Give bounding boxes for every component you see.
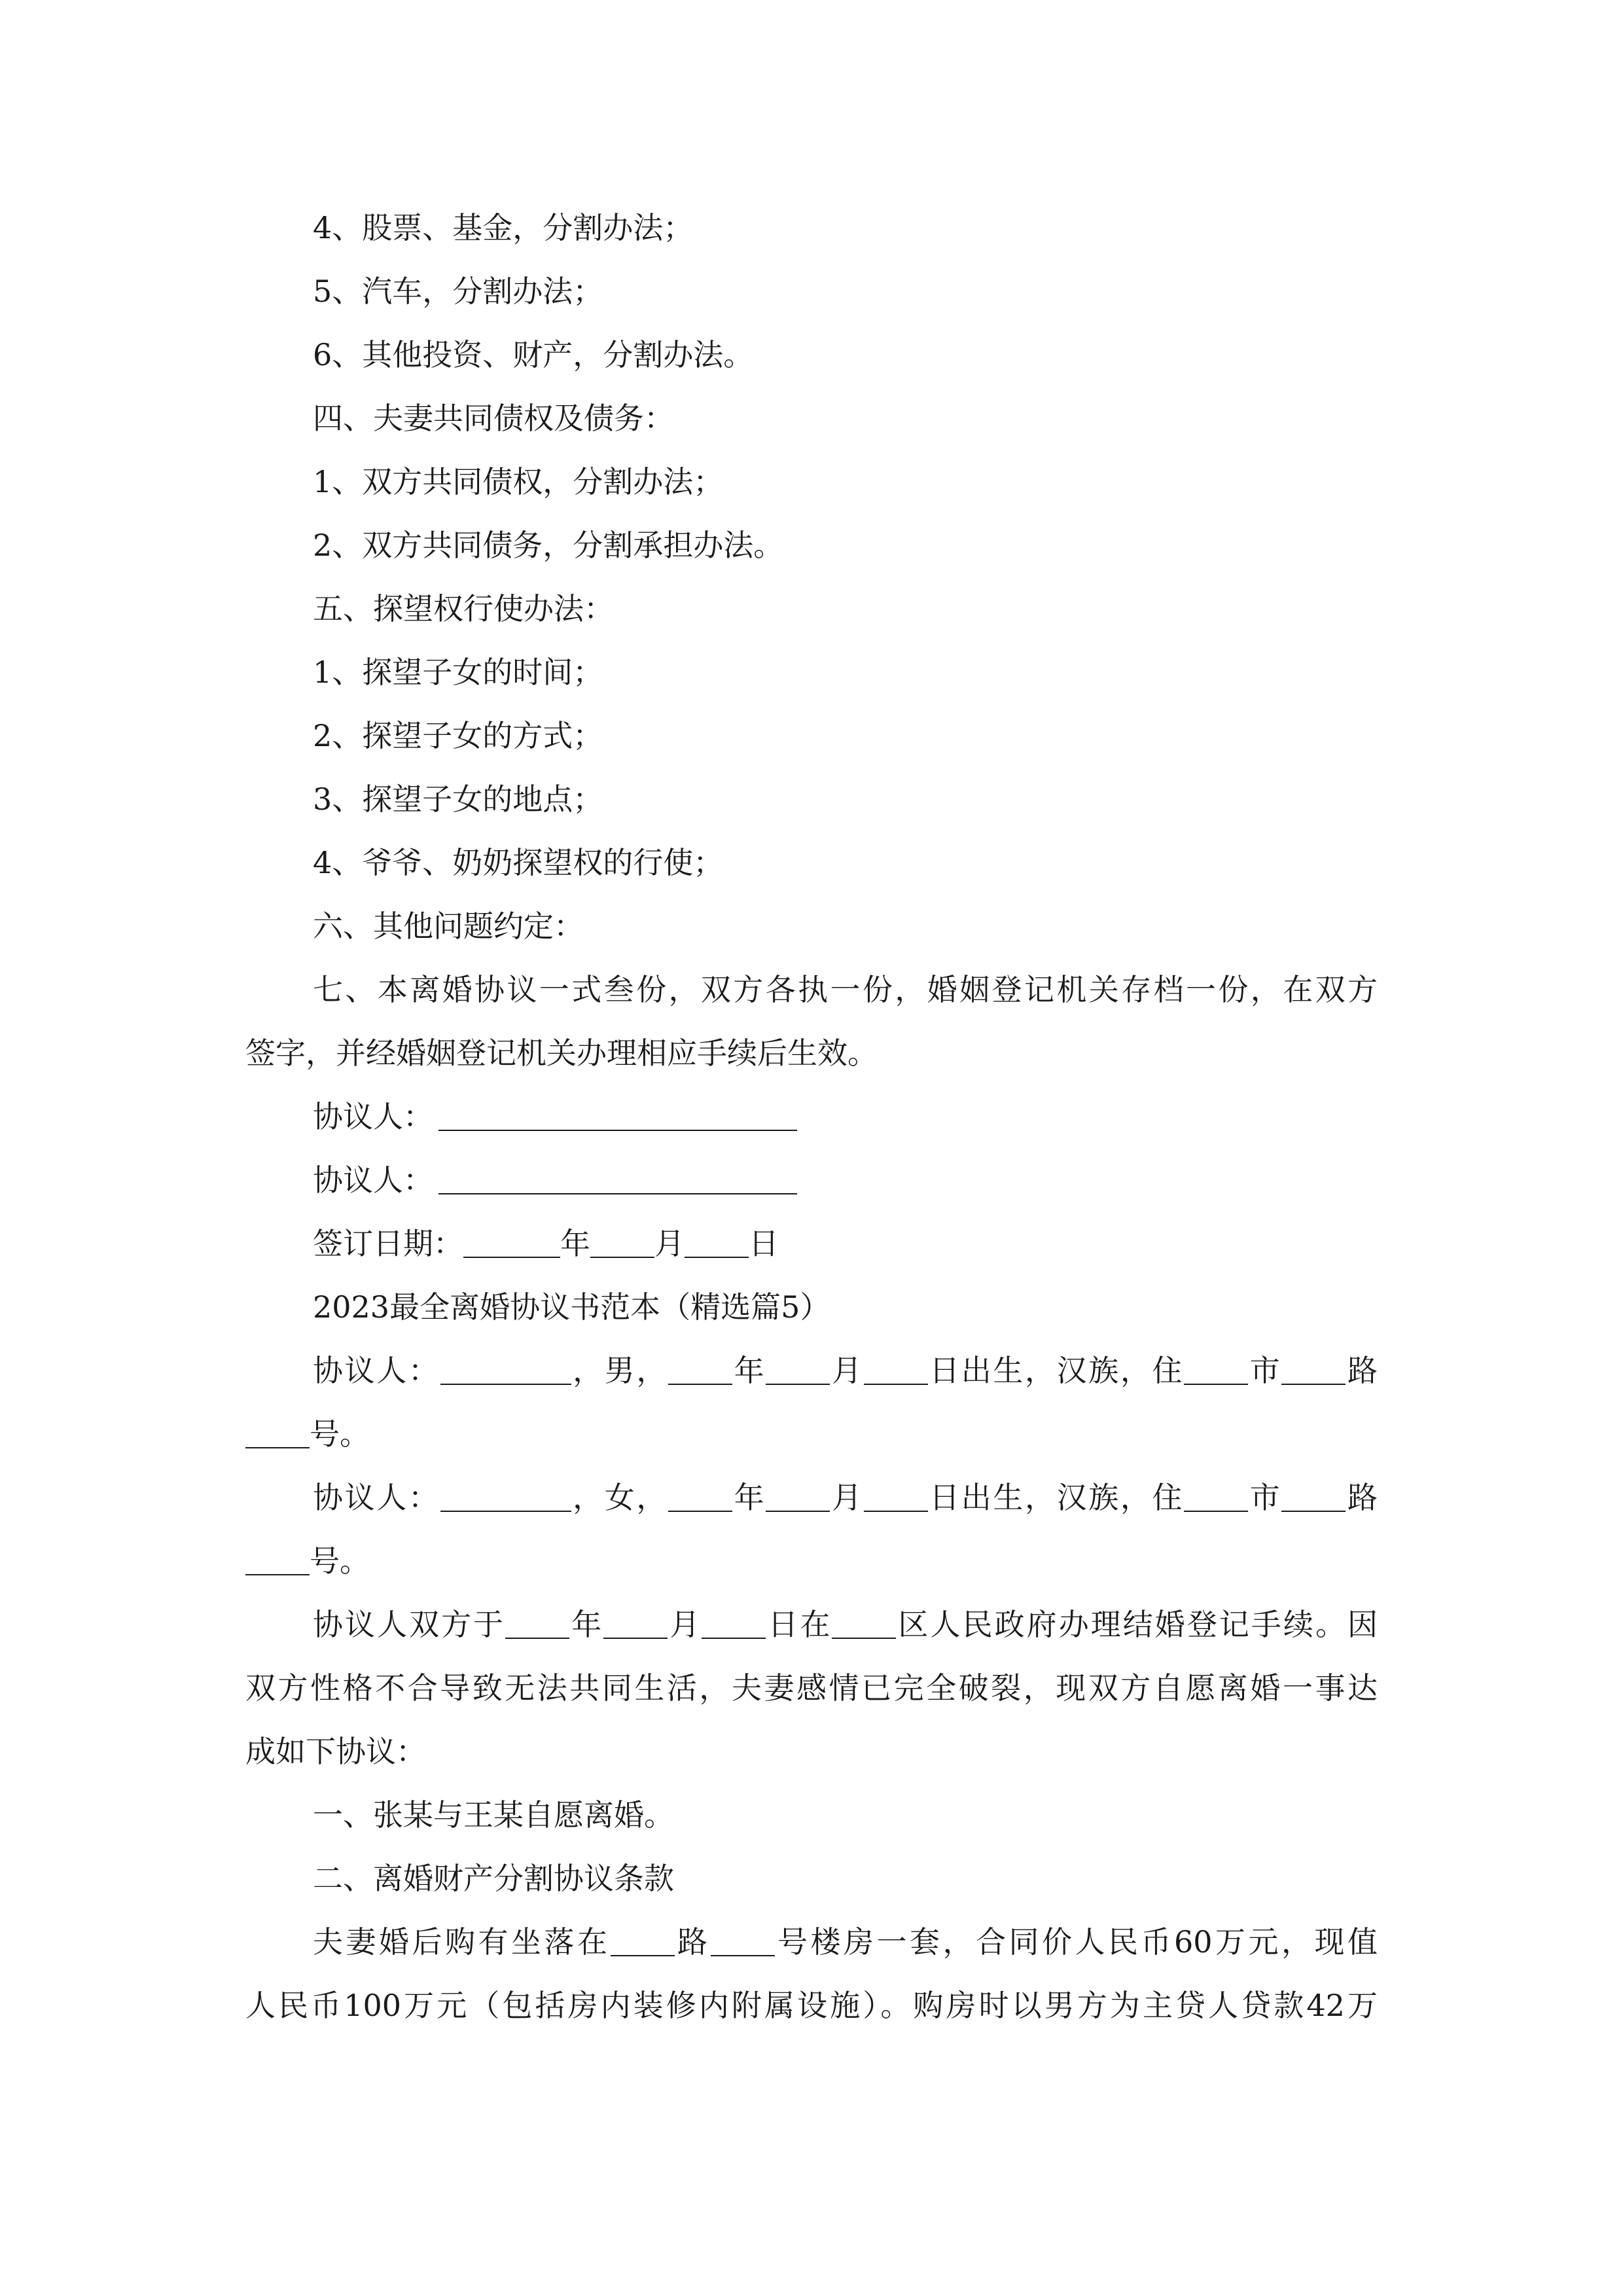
party-female-line1 <box>245 1466 1378 1530</box>
date-label: 签订日期： <box>313 1226 463 1261</box>
signer-row-2 <box>245 1149 1378 1212</box>
number-blank <box>245 1544 310 1575</box>
number-blank <box>711 1925 775 1956</box>
item-grandparents-visit: 4、爷爷、奶奶探望权的行使； <box>313 845 724 880</box>
year-blank <box>463 1227 560 1258</box>
year-text: 年 <box>732 1353 766 1388</box>
marriage-text: 区人民政府办理结婚登记手续。因 <box>896 1607 1378 1642</box>
party-label: 协议人 <box>313 1353 408 1388</box>
city-blank <box>1184 1354 1248 1385</box>
marriage-line2: 双方性格不合导致无法共同生活，夫妻感情已完全破裂，现双方自愿离婚一事达 <box>245 1670 1378 1706</box>
marriage-line3: 成如下协议： <box>245 1734 426 1769</box>
day-blank <box>685 1227 749 1258</box>
month-text: 月 <box>830 1480 864 1515</box>
property-text: 夫妻婚后购有坐落在 <box>313 1924 611 1960</box>
birth-text: 日出生，汉族，住 <box>927 1480 1185 1515</box>
year-blank <box>668 1354 732 1385</box>
road-blank <box>1281 1354 1346 1385</box>
road-text: 路 <box>1346 1353 1378 1388</box>
item-other-assets: 6、其他投资、财产，分割办法。 <box>313 337 754 372</box>
signature-blank <box>438 1163 797 1194</box>
year-blank <box>668 1480 732 1512</box>
road-text: 路 <box>674 1924 711 1960</box>
item-stocks: 4、股票、基金，分割办法； <box>313 210 694 245</box>
party-female-line2 <box>245 1530 1378 1593</box>
property-line2: 人民币100万元（包括房内装修内附属设施）。购房时以男方为主贷人贷款42万 <box>245 1988 1378 2023</box>
marriage-text: 日在 <box>766 1607 832 1642</box>
heading-other-matters: 六、其他问题约定： <box>313 908 584 944</box>
clause-seven-line1: 七、本离婚协议一式叁份，双方各执一份，婚姻登记机关存档一份，在双方 <box>313 972 1378 1007</box>
day-blank <box>702 1607 766 1639</box>
party-label: 协议人 <box>313 1480 408 1515</box>
road-text: 路 <box>1346 1480 1378 1515</box>
colon-text: ： <box>408 1353 440 1388</box>
signer-label: 协议人： <box>313 1099 433 1134</box>
year-text: 年 <box>569 1607 604 1642</box>
day-text: 日 <box>749 1226 779 1261</box>
property-text: 号楼房一套，合同价人民币60万元，现值 <box>774 1924 1378 1960</box>
month-blank <box>603 1607 668 1639</box>
colon-text: ： <box>408 1480 440 1515</box>
clause-one: 一、张某与王某自愿离婚。 <box>313 1797 674 1833</box>
marriage-text: 协议人双方于 <box>313 1607 506 1642</box>
item-visit-place: 3、探望子女的地点； <box>313 781 603 817</box>
road-blank <box>611 1925 675 1956</box>
number-text: 号。 <box>310 1416 370 1452</box>
item-car: 5、汽车，分割办法； <box>313 274 603 309</box>
marriage-line1 <box>245 1593 1378 1657</box>
year-text: 年 <box>560 1226 590 1261</box>
item-debts: 2、双方共同债务，分割承担办法。 <box>313 528 784 563</box>
name-blank <box>440 1354 571 1385</box>
item-visit-time: 1、探望子女的时间； <box>313 655 603 690</box>
clause-seven-line2: 签字，并经婚姻登记机关办理相应手续后生效。 <box>245 1035 878 1071</box>
year-text: 年 <box>732 1480 766 1515</box>
birth-text: 日出生，汉族，住 <box>927 1353 1185 1388</box>
city-text: 市 <box>1248 1353 1282 1388</box>
day-blank <box>864 1354 928 1385</box>
section-title: 2023最全离婚协议书范本（精选篇5） <box>313 1289 830 1325</box>
item-visit-method: 2、探望子女的方式； <box>313 718 603 753</box>
party-male-line1 <box>245 1339 1378 1403</box>
gender-text: ，男， <box>571 1353 668 1388</box>
document-body <box>245 196 1378 2037</box>
month-text: 月 <box>830 1353 864 1388</box>
month-text: 月 <box>654 1226 685 1261</box>
signer-row-1 <box>245 1085 1378 1149</box>
number-text: 号。 <box>310 1543 370 1579</box>
road-blank <box>1281 1480 1346 1512</box>
year-blank <box>505 1607 569 1639</box>
heading-debts: 四、夫妻共同债权及债务： <box>313 401 674 436</box>
signature-blank <box>438 1100 797 1131</box>
clause-two: 二、离婚财产分割协议条款 <box>313 1861 674 1896</box>
city-text: 市 <box>1248 1480 1282 1515</box>
month-text: 月 <box>668 1607 702 1642</box>
property-line1 <box>245 1910 1378 1974</box>
month-blank <box>766 1354 830 1385</box>
city-blank <box>1184 1480 1248 1512</box>
number-blank <box>245 1417 310 1448</box>
district-blank <box>832 1607 896 1639</box>
party-male-line2 <box>245 1403 1378 1466</box>
gender-text: ，女， <box>571 1480 668 1515</box>
heading-visitation: 五、探望权行使办法： <box>313 591 614 626</box>
month-blank <box>590 1227 654 1258</box>
item-claims: 1、双方共同债权，分割办法； <box>313 464 724 499</box>
month-blank <box>766 1480 830 1512</box>
signer-label: 协议人： <box>313 1162 433 1198</box>
sign-date-row <box>245 1212 1378 1276</box>
name-blank <box>440 1480 571 1512</box>
day-blank <box>864 1480 928 1512</box>
